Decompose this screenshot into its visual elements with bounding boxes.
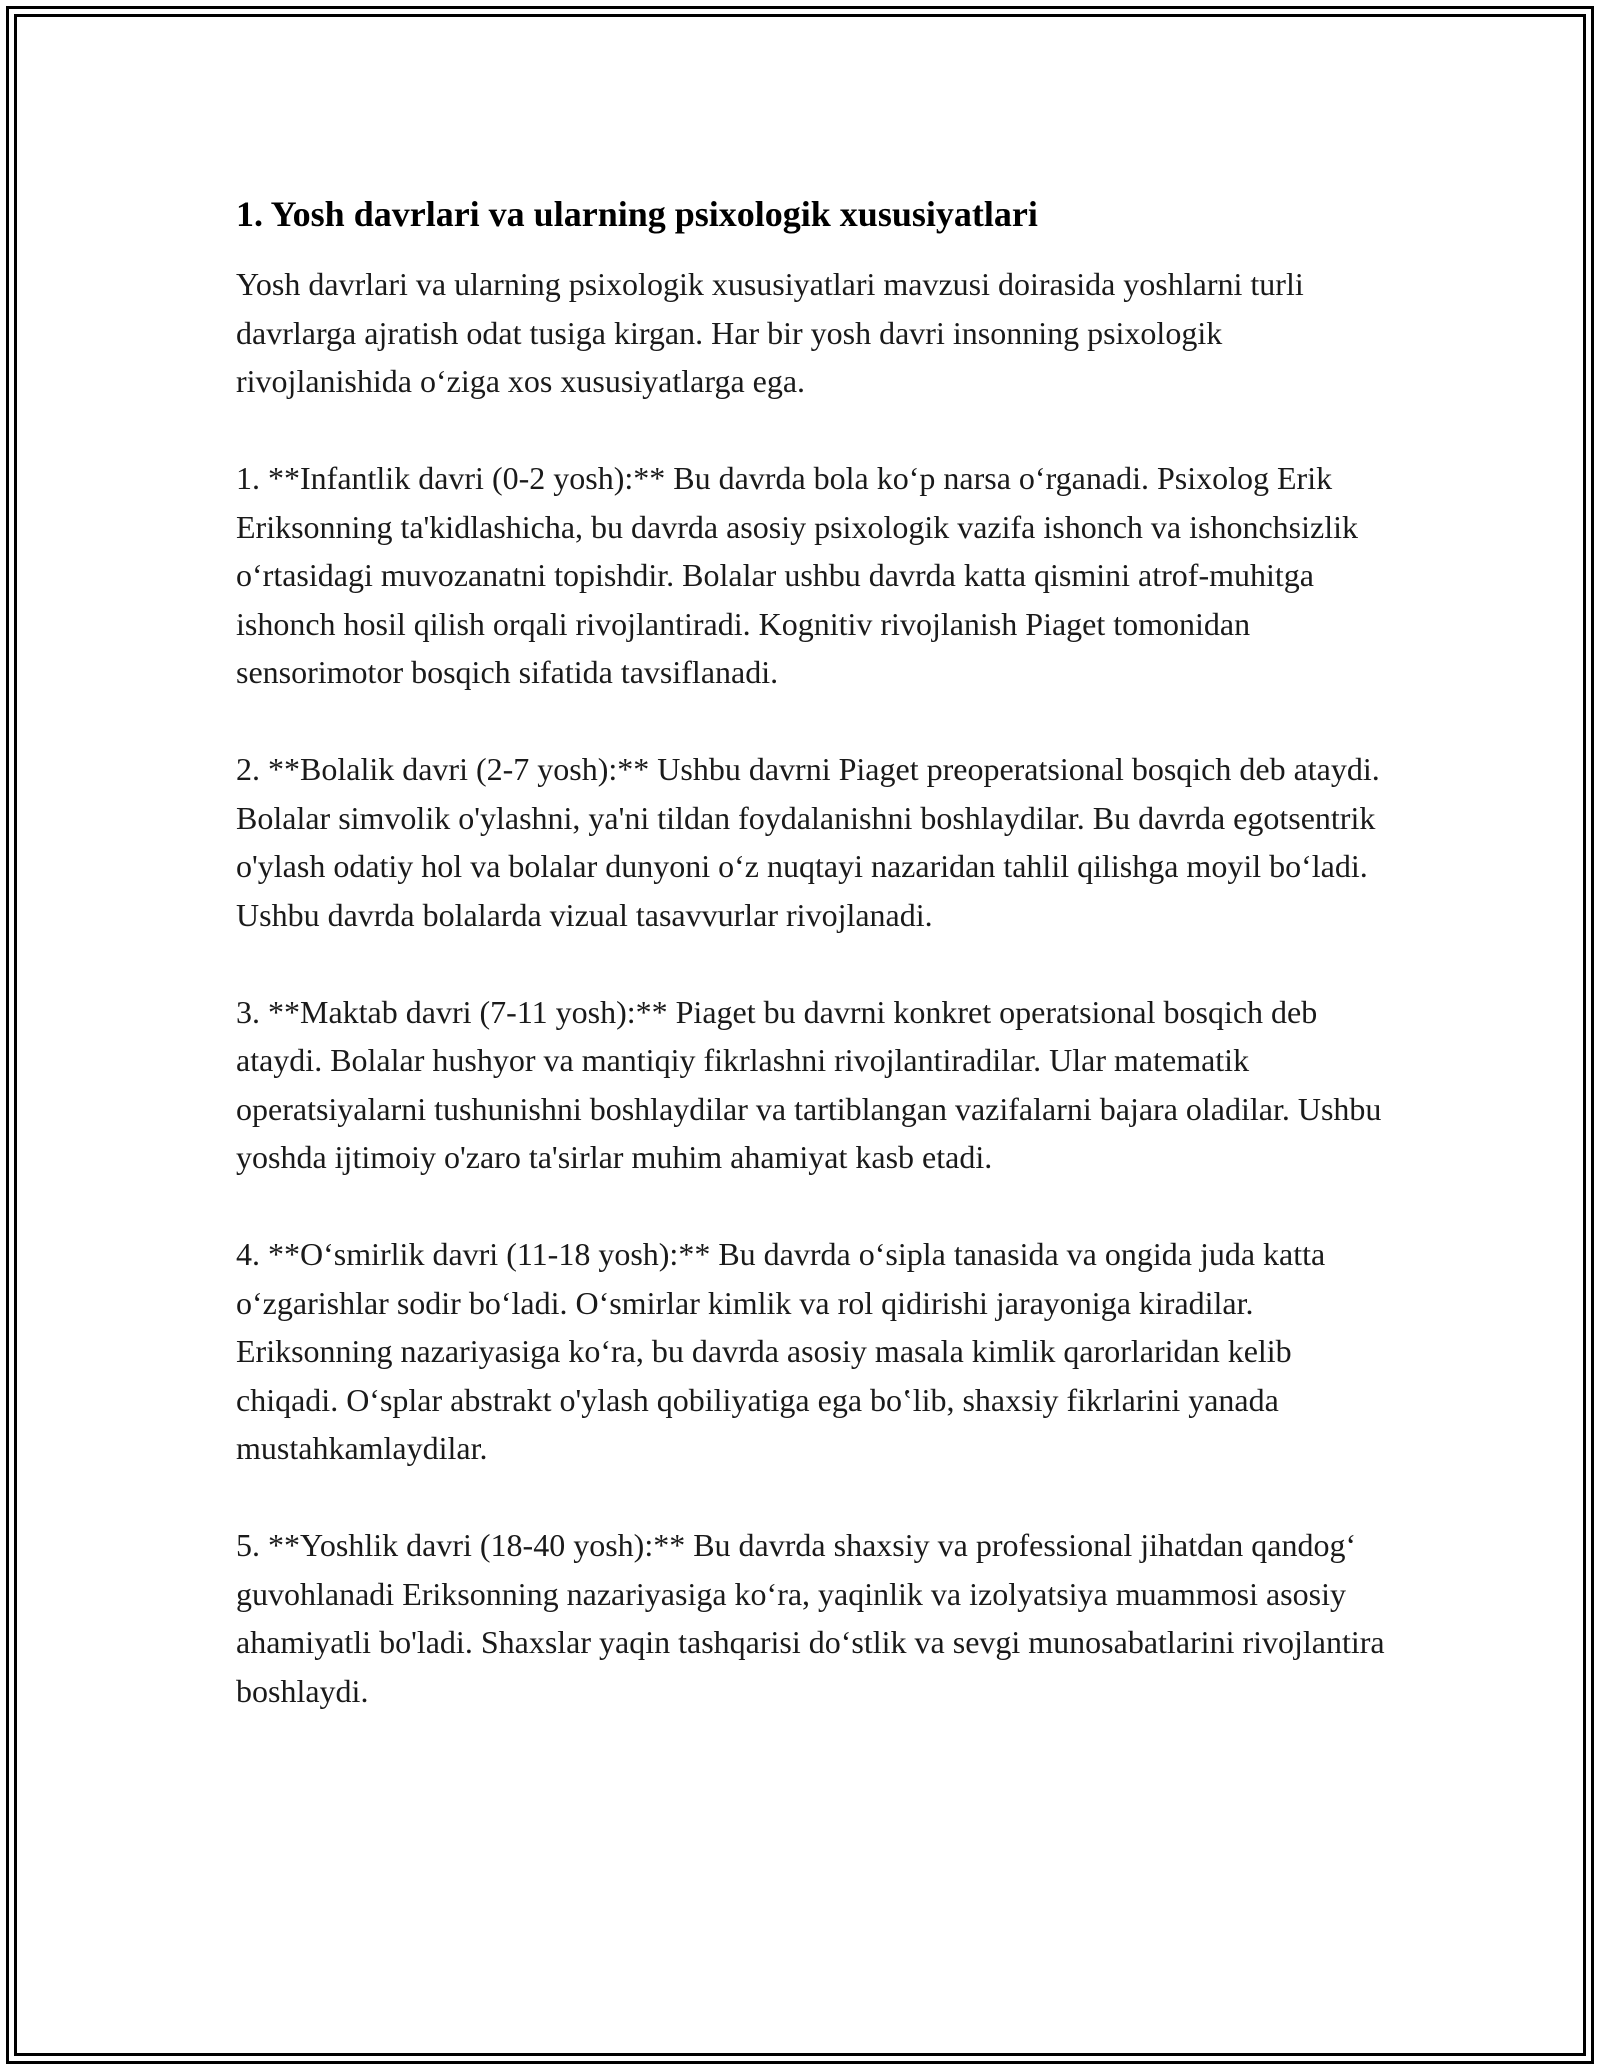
section-young-adulthood: 5. **Yoshlik davri (18-40 yosh):** Bu davrda shaxsiy va professional jihatdan qandog‘ guvohlanadi Eriksonning nazariyasiga ko‘ra, yaqinlik va izolyatsiya muammosi asosiy ahamiyatli bo'ladi. Shaxslar yaqin tashqarisi do‘stlik va sevgi munosabatlarini rivojlantira boshlaydi. <box>236 1527 1385 1709</box>
section-school-age: 3. **Maktab davri (7-11 yosh):** Piaget bu davrni konkret operatsional bosqich deb ataydi. Bolalar hushyor va mantiqiy fikrlashni rivojlantiradilar. Ular matematik operatsiyalarni tushunishni boshlaydilar va tartiblangan vazifalarni bajara oladilar. Ushbu yoshda ijtimoiy o'zaro ta'sirlar muhim ahamiyat kasb etadi. <box>236 993 1382 1175</box>
section-early-childhood: 2. **Bolalik davri (2-7 yosh):** Ushbu davrni Piaget preoperatsional bosqich deb ataydi. Bolalar simvolik o'ylashni, ya'ni tildan foydalanishni boshlaydilar. Bu davrda egotsentrik o'ylash odatiy hol va bolalar dunyoni o‘z nuqtayi nazaridan tahlil qilishga moyil bo‘ladi. Ushbu davrda bolalarda vizual tasavvurlar rivojlanadi. <box>236 751 1380 933</box>
document-body <box>236 188 1396 1715</box>
section-infancy: 1. **Infantlik davri (0-2 yosh):** Bu davrda bola ko‘p narsa o‘rganadi. Psixolog Erik Eriksonning ta'kidlashicha, bu davrda asosiy psixologik vazifa ishonch va ishonchsizlik o‘rtasidagi muvozanatni topishdir. Bolalar ushbu davrda katta qismini atrof-muhitga ishonch hosil qilish orqali rivojlantiradi. Kognitiv rivojlanish Piaget tomonidan sensorimotor bosqich sifatida tavsiflanadi. <box>236 460 1358 690</box>
document-heading: 1. Yosh davrlari va ularning psixologik xususiyatlari <box>236 194 1038 234</box>
intro-paragraph: Yosh davrlari va ularning psixologik xususiyatlari mavzusi doirasida yoshlarni turli davrlarga ajratish odat tusiga kirgan. Har bir yosh davri insonning psixologik rivojlanishida o‘ziga xos xususiyatlarga ega. <box>236 266 1304 399</box>
section-adolescence: 4. **O‘smirlik davri (11-18 yosh):** Bu davrda o‘sipla tanasida va ongida juda katta o‘zgarishlar sodir bo‘ladi. O‘smirlar kimlik va rol qidirishi jarayoniga kiradilar. Eriksonning nazariyasiga ko‘ra, bu davrda asosiy masala kimlik qarorlaridan kelib chiqadi. O‘splar abstrakt o'ylash qobiliyatiga ega boʽlib, shaxsiy fikrlarini yanada mustahkamlaydilar. <box>236 1236 1326 1466</box>
age-periods-list <box>236 454 1396 1715</box>
